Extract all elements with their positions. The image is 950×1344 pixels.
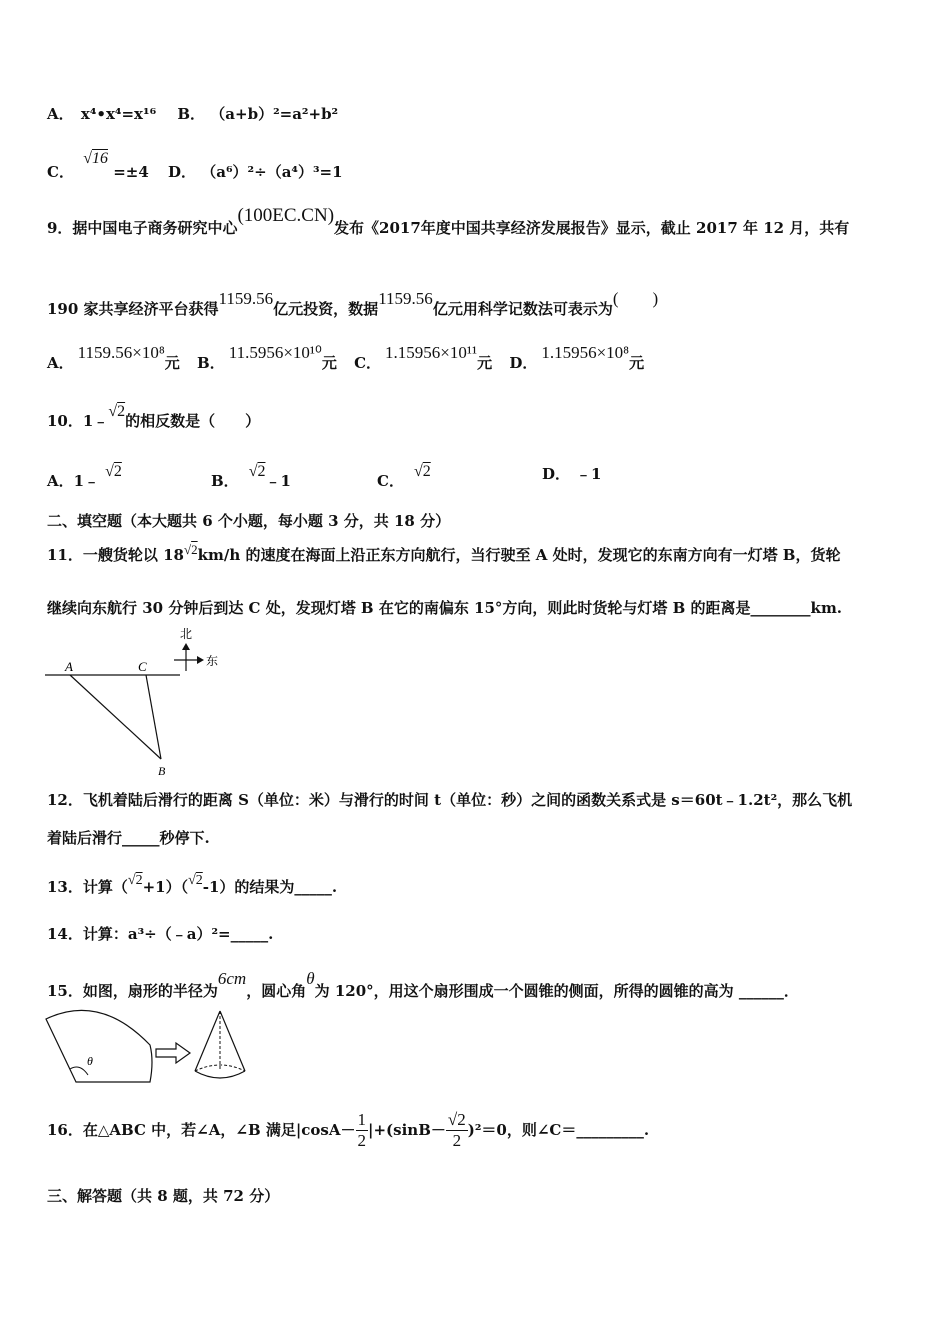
q8-c-label: C． (47, 163, 74, 181)
q10-opt-a-sqrt: √2 (105, 463, 122, 480)
q9-opt-b-expr: 11.5956×10¹⁰ (228, 343, 322, 362)
q10-opt-d-text: ﹣1 (576, 465, 602, 483)
q16-fraction-2-den: 2 (452, 1131, 462, 1150)
q11-sqrt: √2 (183, 542, 198, 557)
q13-radicand-1: 2 (135, 873, 143, 888)
q10-sqrt: √2 (108, 403, 126, 420)
q13-sqrt-2: √2 (188, 873, 203, 888)
q11-label-C: C (138, 659, 147, 674)
q8-a-text: x⁴•x⁴=x¹⁶ (80, 105, 157, 123)
q8-d-text: （a⁶）²÷（a⁴）³=1 (201, 163, 343, 181)
q9-line2-post: 亿元用科学记数法可表示为 (432, 300, 613, 318)
q9-value-1: 1159.56 (218, 289, 274, 308)
q11-line-AB (70, 675, 161, 759)
q16-fraction-1 (356, 1110, 369, 1151)
q11-line1-post: km/h 的速度在海面上沿正东方向航行，当行驶至 A 处时，发现它的东南方向有一灯塔 B，货轮 (197, 546, 841, 564)
q9-opt-d-label: D． (509, 354, 538, 372)
q15-radius: 6cm (217, 969, 247, 988)
q10-opt-b-radicand: 2 (257, 463, 266, 480)
q10-opt-d-label: D． (542, 465, 571, 483)
q13-post: -1）的结果为_____. (202, 878, 338, 896)
q10-opt-a-radicand: 2 (113, 463, 122, 480)
q16-fraction-2-num: √2 (447, 1110, 466, 1129)
q15-mid: ，圆心角 (246, 982, 307, 1000)
q8-b-label: B． (177, 105, 206, 123)
q9-line1-mid: 发布《2017年度中国共享经济发展报告》显示，截止 2017 年 12 月，共有 (334, 219, 850, 237)
q10-opt-b-post: ﹣1 (265, 472, 291, 490)
q8-c-text: =±4 (113, 163, 149, 181)
q10-opt-b (211, 463, 291, 491)
q11-radicand: 2 (191, 542, 198, 557)
q15-arrow-icon (156, 1043, 190, 1063)
q11-line1-pre: 11．一艘货轮以 18 (47, 546, 184, 564)
q9-value-2: 1159.56 (378, 289, 433, 308)
q11-north-arrow-icon (182, 643, 190, 650)
q9-source-paren: (100EC.CN) (237, 205, 335, 226)
section-2-heading: 二、填空题（本大题共 6 个小题，每小题 3 分，共 18 分） (47, 512, 451, 530)
q11-line1 (47, 542, 840, 565)
q16-post: )²＝0，则∠C＝_________. (467, 1120, 650, 1139)
q9-options (47, 343, 644, 373)
q11-label-B: B (158, 764, 166, 778)
q10-post: 的相反数是（ ） (125, 412, 261, 430)
q10-opt-b-label: B． (211, 472, 239, 490)
q16-mid: |+(sinB－ (368, 1120, 446, 1139)
q16-line (47, 1110, 649, 1151)
q9-opt-c-label: C． (354, 354, 382, 372)
q10-opt-c (377, 463, 431, 491)
q16-pre: 16．在△ABC 中，若∠A，∠B 满足|cosA－ (47, 1120, 356, 1139)
q10-stem (47, 403, 260, 431)
q16-fraction-1-num: 1 (357, 1110, 367, 1129)
q15-sector-theta: θ (87, 1054, 93, 1068)
q10-opt-a (47, 463, 122, 491)
q9-answer-paren: ( ) (612, 289, 659, 308)
q16-fraction-2 (446, 1110, 468, 1151)
q12-line1: 12．飞机着陆后滑行的距离 S（单位：米）与滑行的时间 t（单位：秒）之间的函数关系式是 s＝60t﹣1.2t²，那么飞机 (47, 791, 853, 809)
q15-figure (40, 1005, 270, 1095)
q16-fraction-1-den: 2 (357, 1131, 367, 1150)
q15-cone-right-edge (220, 1011, 245, 1071)
q10-pre: 10．1﹣ (47, 412, 109, 430)
q9-line2-pre: 190 家共享经济平台获得 (47, 300, 219, 318)
q11-figure (40, 625, 240, 780)
q10-radicand: 2 (117, 403, 126, 420)
q9-line2-mid: 亿元投资，数据 (273, 300, 379, 318)
q10-opt-c-radicand: 2 (422, 463, 431, 480)
q10-opt-d (542, 463, 601, 484)
q8-a-label: A． (47, 105, 74, 123)
q15-cone-left-edge (195, 1011, 220, 1071)
q9-opt-b-unit: 元 (321, 354, 337, 372)
q15-pre: 15．如图，扇形的半径为 (47, 982, 218, 1000)
q11-label-east: 东 (206, 654, 219, 668)
section-3-heading: 三、解答题（共 8 题，共 72 分） (47, 1187, 280, 1205)
q13-mid: +1）（ (142, 878, 189, 896)
q10-opt-a-label: A．1﹣ (47, 472, 100, 490)
q15-post: 为 120°，用这个扇形围成一个圆锥的侧面，所得的圆锥的高为 ______． (314, 982, 799, 1000)
q9-opt-a-unit: 元 (164, 354, 180, 372)
q9-opt-c-unit: 元 (477, 354, 493, 372)
q13-pre: 13．计算（ (47, 878, 128, 896)
q12-line2: 着陆后滑行_____秒停下. (47, 829, 210, 847)
q11-label-north: 北 (180, 627, 193, 641)
q11-line2: 继续向东航行 30 分钟后到达 C 处，发现灯塔 B 在它的南偏东 15°方向，则此时货轮与灯塔 B 的距离是________km. (47, 599, 843, 617)
q11-label-A: A (65, 659, 73, 674)
q9-line2 (47, 284, 658, 319)
q13-radicand-2: 2 (195, 873, 203, 888)
q13-sqrt-1: √2 (127, 873, 143, 888)
q10-opt-c-sqrt: √2 (413, 463, 431, 480)
q8-row-ab (47, 103, 338, 124)
q9-opt-a-expr: 1159.56×10⁸ (77, 343, 165, 362)
q9-opt-b-label: B． (197, 354, 225, 372)
q15-cone-base-front (195, 1071, 245, 1078)
q9-opt-d-unit: 元 (629, 354, 645, 372)
q14-line: 14．计算：a³÷（﹣a）²=_____. (47, 925, 274, 943)
q10-opt-c-label: C． (377, 472, 404, 490)
q8-d-label: D． (168, 163, 197, 181)
q8-c-radicand: 16 (91, 150, 108, 167)
q9-opt-c-expr: 1.15956×10¹¹ (385, 343, 478, 362)
q8-c-sqrt: √16 (83, 150, 108, 167)
q15-theta: θ (306, 969, 315, 988)
q15-line (47, 969, 799, 1001)
q8-row-cd (47, 150, 343, 182)
q13-line (47, 873, 337, 897)
q9-line1 (47, 205, 849, 238)
q9-opt-a-label: A． (47, 354, 74, 372)
q8-b-text: （a+b）²=a²+b² (210, 105, 339, 123)
q15-sector-shape (46, 1010, 152, 1082)
q10-opt-b-sqrt: √2 (248, 463, 266, 480)
q11-line-CB (146, 675, 161, 759)
q9-opt-d-expr: 1.15956×10⁸ (541, 343, 630, 362)
q9-line1-pre: 9．据中国电子商务研究中心 (47, 219, 238, 237)
q11-east-arrow-icon (197, 656, 204, 664)
